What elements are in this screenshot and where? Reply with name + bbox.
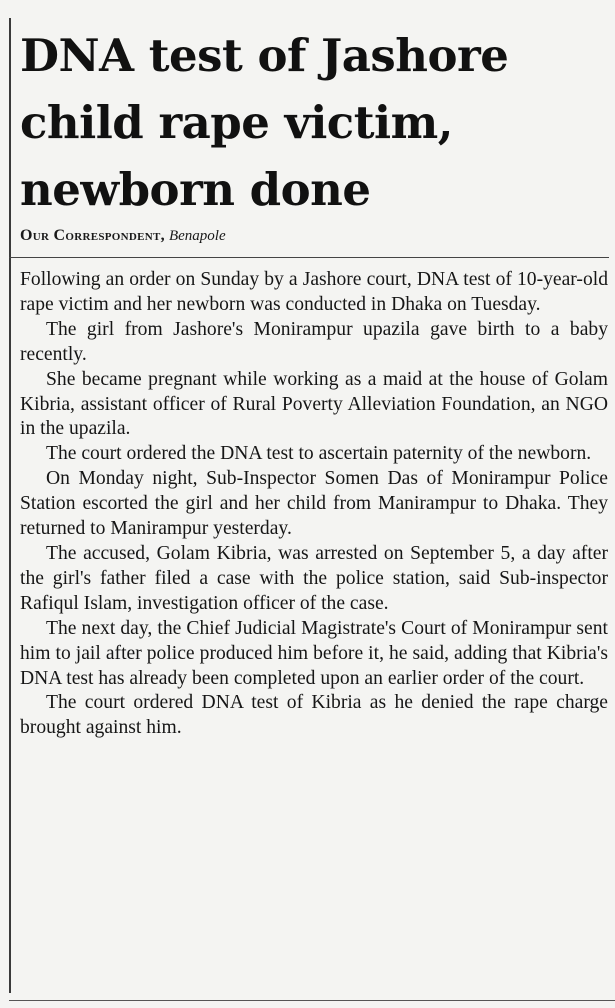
paragraph-3: She became pregnant while working as a maid at the house of Golam Kibria, assistant officer of Rural Poverty Alleviation Foundation, an NGO in the upazila. [20, 368, 608, 440]
bottom-divider [9, 1000, 615, 1001]
headline [20, 22, 610, 223]
headline-line-1: DNA test of Jashore [20, 29, 509, 82]
byline [20, 226, 610, 246]
paragraph-8: The court ordered DNA test of Kibria as he denied the rape charge brought against him. [20, 692, 608, 739]
paragraph-2: The girl from Jashore's Monirampur upazila gave birth to a baby recently. [20, 318, 608, 365]
article [20, 22, 610, 741]
byline-location: Benapole [168, 228, 226, 244]
paragraph-1: Following an order on Sunday by a Jashore court, DNA test of 10-year-old rape victim and her newborn was conducted in Dhaka on Tuesday. [20, 269, 608, 315]
paragraph-4: The court ordered the DNA test to ascertain paternity of the newborn. [46, 443, 592, 465]
column-rule [9, 18, 11, 993]
paragraph-5: On Monday night, Sub-Inspector Somen Das of Monirampur Police Station escorted the girl and her child from Manirampur to Dhaka. They returned to Manirampur yesterday. [20, 468, 608, 540]
headline-line-2: child rape victim, [20, 96, 453, 149]
paragraph-6: The accused, Golam Kibria, was arrested on September 5, a day after the girl's father filed a case with the police station, said Sub-inspector Rafiqul Islam, investigation officer of the case. [20, 542, 608, 614]
byline-correspondent: Our Correspondent, [20, 227, 165, 244]
byline-divider [9, 257, 609, 258]
article-body [20, 268, 608, 741]
headline-line-3: newborn done [20, 163, 371, 216]
paragraph-7: The next day, the Chief Judicial Magistrate's Court of Monirampur sent him to jail after police produced him before it, he said, adding that Kibria's DNA test has already been completed upon an earlier order of the court. [20, 617, 608, 689]
